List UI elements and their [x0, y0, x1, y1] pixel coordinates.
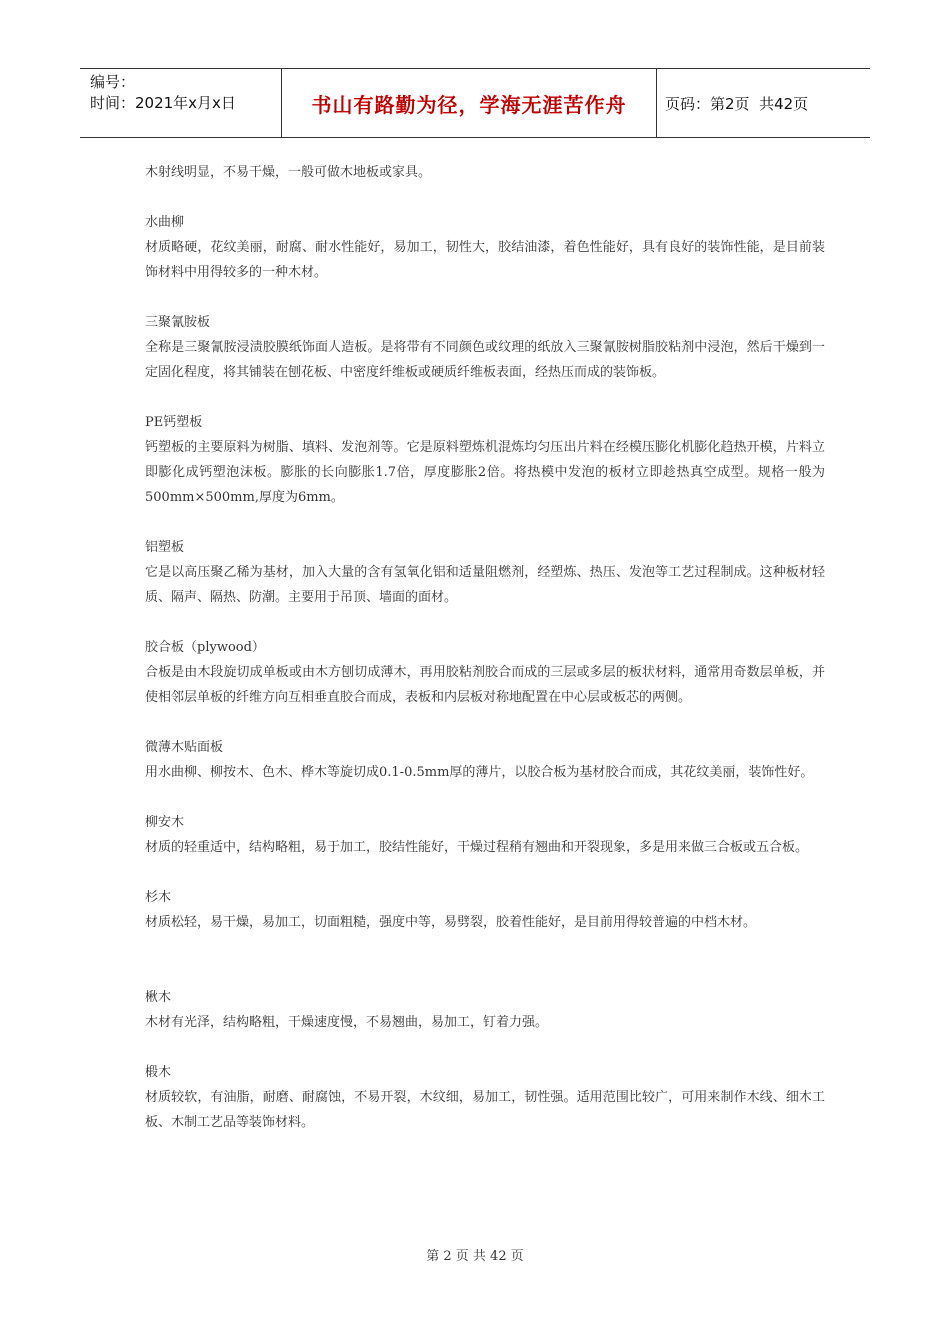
section-title: 楸木 — [145, 990, 172, 1005]
section-body: 它是以高压聚乙稀为基材，加入大量的含有氢氧化铝和适量阻燃剂，经塑炼、热压、发泡等工艺过程制成。这种板材轻质、隔声、隔热、防潮。主要用于吊顶、墙面的面材。 — [145, 565, 825, 605]
section-body: 材质较软，有油脂，耐磨、耐腐蚀，不易开裂，木纹细，易加工，韧性强。适用范围比较广，可用来制作木线、细木工板、木制工艺品等装饰材料。 — [145, 1090, 825, 1130]
section-title: 微薄木贴面板 — [145, 740, 224, 755]
section-body: 材质松轻，易干燥，易加工，切面粗糙，强度中等，易劈裂，胶着性能好，是目前用得较普遍的中档木材。 — [145, 915, 757, 930]
section-title: 柳安木 — [145, 815, 185, 830]
header-page-info: 页码：第2页 共42页 — [665, 94, 809, 113]
section-lauan-wood — [145, 810, 825, 860]
section-body: 钙塑板的主要原料为树脂、填料、发泡剂等。它是原料塑炼机混炼均匀压出片料在经模压膨化机膨化趋热开模，片料立即膨化成钙塑泡沫板。膨胀的长向膨胀1.7倍，厚度膨胀2倍。将热模中发泡的板材立即趁热真空成型。规格一般为500mm×500mm,厚度为6mm。 — [145, 440, 825, 505]
section-basswood — [145, 1060, 825, 1135]
section-title: 铝塑板 — [145, 540, 185, 555]
section-body: 用水曲柳、柳按木、色木、桦木等旋切成0.1-0.5mm厚的薄片，以胶合板为基材胶合而成，其花纹美丽，装饰性好。 — [145, 765, 814, 780]
section-body: 全称是三聚氰胺浸渍胶膜纸饰面人造板。是将带有不同颜色或纹理的纸放入三聚氰胺树脂胶粘剂中浸泡，然后干燥到一定固化程度，将其铺装在刨花板、中密度纤维板或硬质纤维板表面，经热压而成的装饰板。 — [145, 340, 825, 380]
section-catalpa-wood — [145, 985, 825, 1035]
section-body: 木材有光泽，结构略粗，干燥速度慢，不易翘曲，易加工，钉着力强。 — [145, 1015, 549, 1030]
header-number: 编号： — [90, 73, 136, 91]
section-title: 水曲柳 — [145, 215, 185, 230]
section-title: 胶合板（plywood） — [145, 640, 265, 655]
section-plywood — [145, 635, 825, 710]
section-melamine-board — [145, 310, 825, 385]
intro-paragraph: 木射线明显，不易干燥，一般可做木地板或家具。 — [145, 165, 432, 180]
section-shuiquliu — [145, 210, 825, 285]
section-title: PE钙塑板 — [145, 415, 203, 430]
document-body — [145, 160, 825, 1135]
section-fir-wood — [145, 885, 825, 935]
section-title: 三聚氰胺板 — [145, 315, 211, 330]
header-meta — [80, 69, 282, 137]
section-title: 椴木 — [145, 1065, 172, 1080]
section-pe-calcium-plastic-board — [145, 410, 825, 510]
page-footer: 第 2 页 共 42 页 — [426, 1249, 524, 1264]
section-body: 材质略硬，花纹美丽，耐腐、耐水性能好，易加工，韧性大，胶结油漆，着色性能好，具有良好的装饰性能，是目前装饰材料中用得较多的一种木材。 — [145, 240, 825, 280]
section-aluminum-plastic-board — [145, 535, 825, 610]
page-header — [80, 68, 870, 138]
header-motto: 书山有路勤为径，学海无涯苦作舟 — [282, 69, 657, 137]
section-body: 材质的轻重适中，结构略粗，易于加工，胶结性能好，干燥过程稍有翘曲和开裂现象，多是用来做三合板或五合板。 — [145, 840, 809, 855]
header-time: 时间：2021年x月x日 — [90, 94, 236, 112]
section-title: 杉木 — [145, 890, 172, 905]
section-body: 合板是由木段旋切成单板或由木方刨切成薄木，再用胶粘剂胶合而成的三层或多层的板状材料，通常用奇数层单板，并使相邻层单板的纤维方向互相垂直胶合而成，表板和内层板对称地配置在中心层或板芯的两侧。 — [145, 665, 825, 705]
section-micro-veneer-panel — [145, 735, 825, 785]
